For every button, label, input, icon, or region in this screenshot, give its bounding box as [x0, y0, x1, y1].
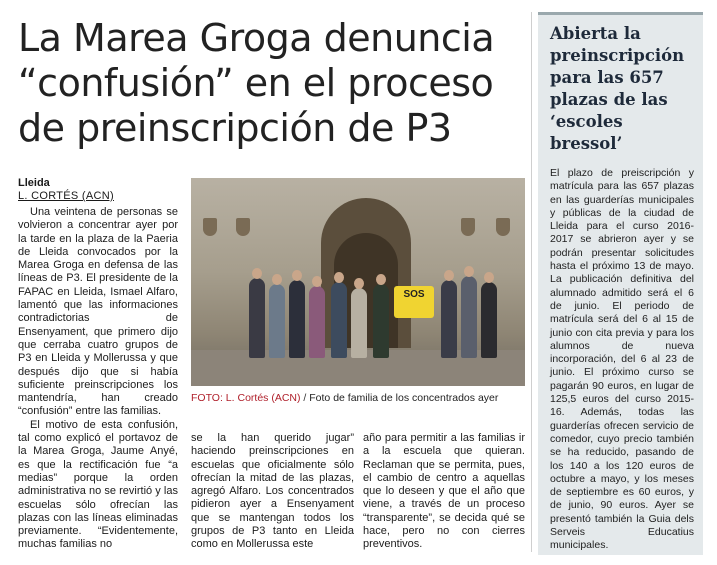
person-head — [272, 274, 282, 285]
article-column-2: se la han querido jugar” haciendo preinscripciones en escuelas que oficialmente sólo ofrecían la mitad de las plazas, agregó Alfaro. Los concentrados pidieron ayer a Ensenyament que se mantengan todos los grupos de P3 tanto en Lleida como en Mollerussa este — [191, 432, 354, 551]
coat-of-arms-icon — [203, 218, 217, 236]
person-head — [444, 270, 454, 281]
sidebar-text: El plazo de preiscripción y matrícula para las 657 plazas en las guarderías municipales y públicas de la ciudad de Lleida para el curso 2016-2017 se abrieron ayer y se podrán presentar solicitudes hasta el próximo 13 de mayo. La publicación definitiva del alumnado admitido será el 6 de junio. El periodo de matrícula será del 6 al 15 de junio con cita previa y para los alumnos de nueva incorporación, del 6 al 23 de junio. El próximo curso se pagarán 90 euros, en lugar de 125,5 euros del curso 2015-16. Además, todas las guarderías ofrecen servicio de comedor, cuyo precio también se ha reducido, pasando de los 140 a los 120 euros de octubre a mayo, y los meses de septiembre es 60 euros, y de junio, 90 euros. Ayer se presentó también la Guia dels Serveis Educatius municipales. — [550, 167, 694, 552]
person-head — [354, 278, 364, 289]
person-head — [334, 272, 344, 283]
person-head — [292, 270, 302, 281]
headline: La Marea Groga denuncia “confusión” en el proceso de preinscripción de P3 — [18, 16, 495, 150]
person-figure — [331, 282, 347, 358]
person-figure — [481, 282, 497, 358]
column-divider — [531, 12, 532, 552]
person-figure — [269, 284, 285, 358]
person-head — [252, 268, 262, 279]
person-figure — [309, 286, 325, 358]
article-photo — [191, 178, 525, 386]
person-figure — [461, 276, 477, 358]
caption-separator: / — [300, 392, 310, 404]
person-figure — [373, 284, 389, 358]
location-label: Lleida — [18, 177, 50, 189]
sidebar-title: Abierta la preinscripción para las 657 plazas de las ‘escoles bressol’ — [550, 24, 685, 153]
coat-of-arms-icon — [461, 218, 475, 236]
person-figure — [249, 278, 265, 358]
article-column-1 — [18, 206, 178, 552]
article-paragraph: Una veintena de personas se volvieron a concentrar ayer por la tarde en la plaza de la Paeria de Lleida convocados por la Marea Groga en defensa de las líneas de P3. El presidente de la FAPAC en Lleida, Ismael Alfaro, lamentó que las informaciones contradictorias de Ensenyament, que primero dijo que cerraba cuatro grupos de P3 en Lleida y Mollerussa y que después dijo que si había suficiente preinscripciones los mantendría, han creado “confusión” entre las familias. — [18, 206, 178, 418]
article-column-3: año para permitir a las familias ir a la escuela que quieran. Reclaman que se permita, pues, el cambio de centro a aquellas que lo deseen y que el año que viene, a través de un proceso “transparente”, se decida qué se hace, pero no con cierres preventivos. — [363, 432, 525, 551]
article-paragraph: El motivo de esta confusión, tal como explicó el portavoz de la Marea Groga, Jaume Anyé, es que la rectificación fue “a medias” porque la orden administrativa no se revirtió y las escuelas sólo ofrecían las plazas con las líneas eliminadas previamente. “Evidentemente, muchas familias no — [18, 418, 178, 551]
photo-caption — [191, 392, 525, 405]
person-head — [484, 272, 494, 283]
person-figure — [441, 280, 457, 358]
coat-of-arms-icon — [236, 218, 250, 236]
caption-text: Foto de familia de los concentrados ayer — [309, 392, 499, 404]
sidebar-box — [538, 12, 703, 555]
byline — [18, 177, 114, 203]
sos-banner: SOS — [394, 286, 434, 318]
author-label: L. CORTÉS (ACN) — [18, 190, 114, 202]
person-head — [464, 266, 474, 277]
person-head — [376, 274, 386, 285]
person-head — [312, 276, 322, 287]
coat-of-arms-icon — [496, 218, 510, 236]
photo-credit: FOTO: L. Cortés (ACN) — [191, 392, 301, 404]
person-figure — [351, 288, 367, 358]
person-figure — [289, 280, 305, 358]
